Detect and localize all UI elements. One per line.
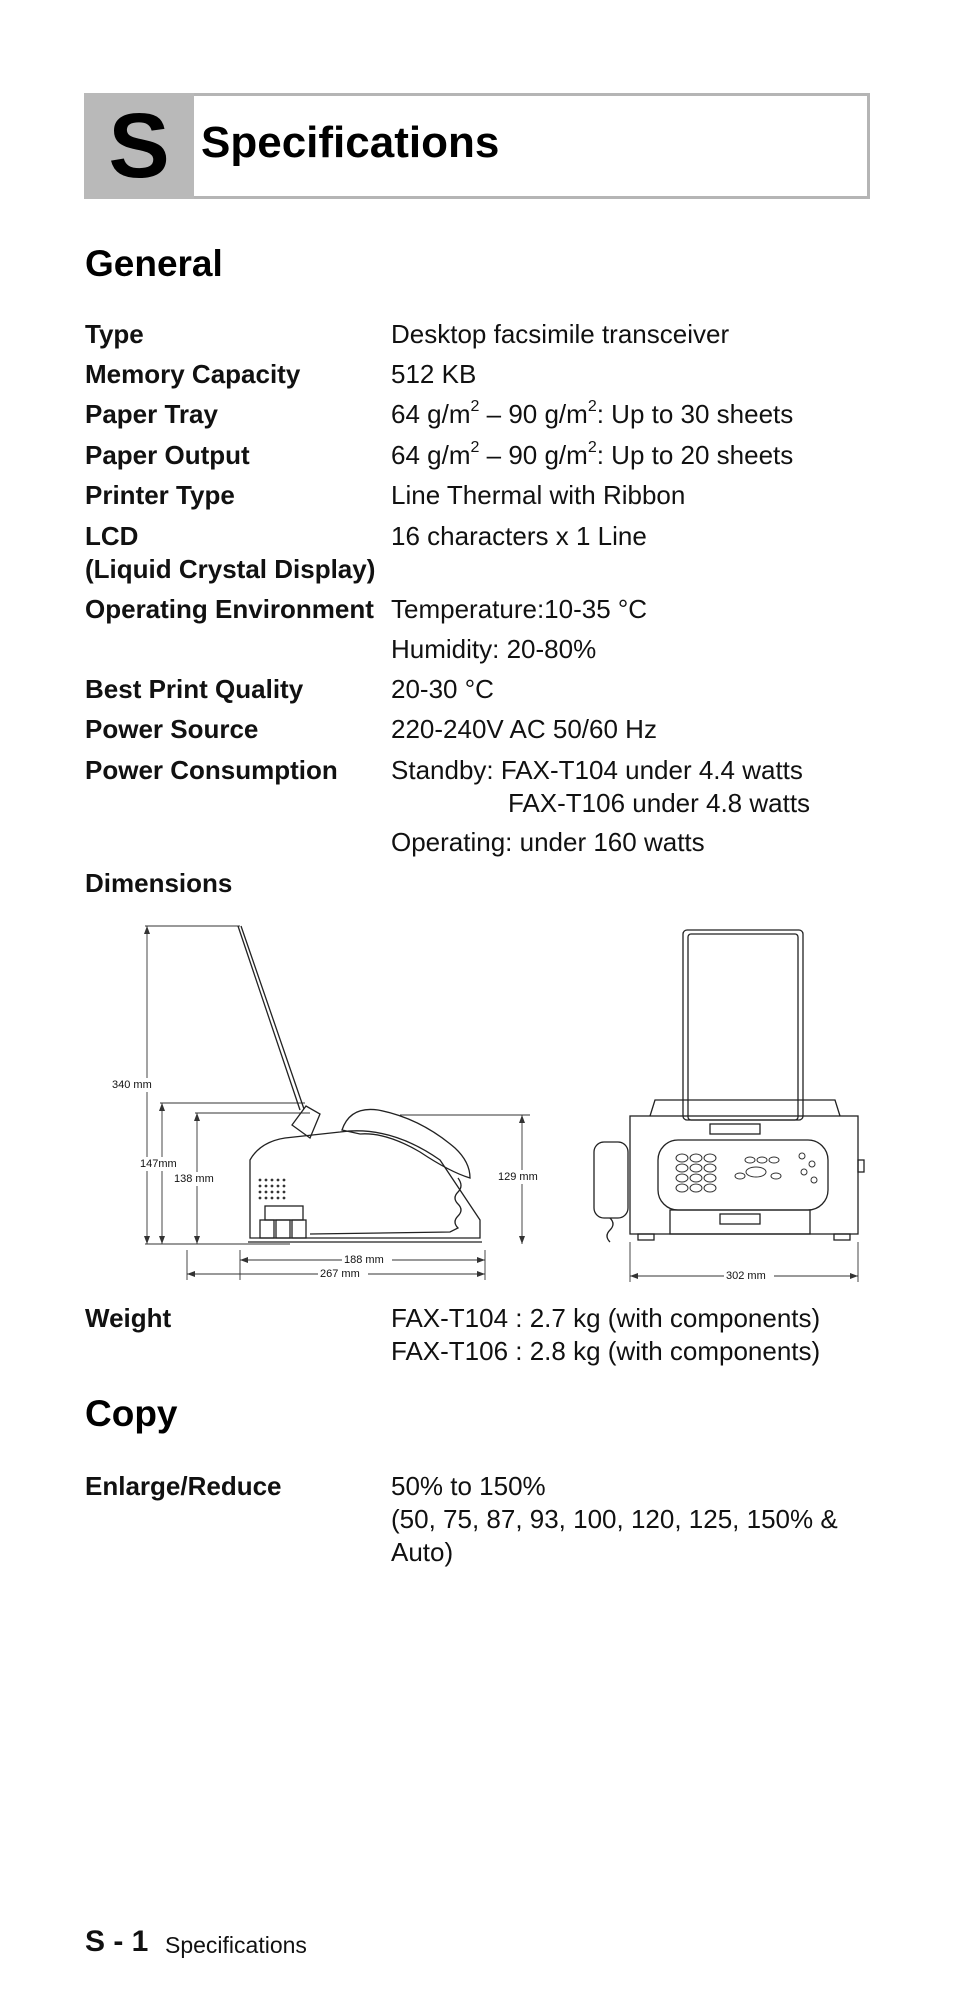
- spec-value-paper-output: 64 $g/m^2 - 90$ $g/m^2$: Up to 20 sheets: [391, 439, 794, 470]
- dim-height-front: 129 mm: [498, 1171, 538, 1183]
- spec-label-printer-type: Printer Type: [85, 480, 235, 510]
- spec-value-standby-t106: FAX-T106 under 4.8 watts: [508, 788, 811, 818]
- dim-height-body: 147mm: [140, 1158, 177, 1170]
- chapter-letter-tab: [84, 93, 194, 199]
- spec-value-enlarge-steps: (50, 75, 87, 93, 100, 120, 125, 150% &: [391, 1504, 838, 1534]
- page-title: Specifications: [201, 118, 500, 167]
- spec-value-enlarge-range: 50% to 150%: [391, 1471, 546, 1501]
- dim-width: 302 mm: [726, 1270, 766, 1282]
- spec-label-memory: Memory Capacity: [85, 359, 301, 389]
- spec-label-paper-tray: Paper Tray: [85, 399, 218, 429]
- spec-value-enlarge-auto: Auto): [391, 1537, 454, 1567]
- spec-value-standby-t104: Standby: FAX-T104 under 4.4 watts: [391, 755, 803, 785]
- spec-label-print-quality: Best Print Quality: [85, 674, 304, 704]
- spec-label-lcd-full: (Liquid Crystal Display): [85, 554, 376, 584]
- spec-value-weight-t106: FAX-T106 : 2.8 kg (with components): [391, 1336, 821, 1366]
- section-heading-copy: Copy: [85, 1393, 178, 1434]
- spec-value-print-quality: 20-30 °C: [391, 674, 494, 704]
- spec-label-power-consumption: Power Consumption: [85, 755, 338, 785]
- spec-value-memory: 512 KB: [391, 359, 477, 389]
- dim-height-base: 138 mm: [174, 1173, 214, 1185]
- page-number: S - 1: [85, 1925, 149, 1958]
- spec-value-type: Desktop facsimile transceiver: [391, 319, 730, 349]
- spec-label-enlarge-reduce: Enlarge/Reduce: [85, 1471, 282, 1501]
- spec-value-power-source: 220-240V AC 50/60 Hz: [391, 714, 657, 744]
- spec-value-printer-type: Line Thermal with Ribbon: [391, 480, 686, 510]
- chapter-letter: S: [108, 95, 170, 197]
- spec-value-humidity: Humidity: 20-80%: [391, 634, 597, 664]
- spec-label-lcd: LCD: [85, 521, 139, 551]
- spec-value-operating-power: Operating: under 160 watts: [391, 827, 705, 857]
- spec-value-lcd: 16 characters x 1 Line: [391, 521, 647, 551]
- footer-section-name: Specifications: [165, 1932, 307, 1958]
- section-heading-general: General: [85, 243, 223, 284]
- spec-label-operating-env: Operating Environment: [85, 594, 374, 624]
- spec-label-type: Type: [85, 319, 144, 349]
- chapter-header: [84, 93, 870, 199]
- dim-depth-base: 188 mm: [344, 1254, 384, 1266]
- dimensions-drawing: [110, 920, 880, 1290]
- spec-label-paper-output: Paper Output: [85, 440, 250, 470]
- spec-value-paper-tray: 64 $g/m^2 - 90$ $g/m^2$: Up to 30 sheets: [391, 398, 794, 429]
- spec-value-temperature: Temperature:10-35 °C: [391, 594, 648, 624]
- spec-label-power-source: Power Source: [85, 714, 259, 744]
- spec-label-dimensions: Dimensions: [85, 868, 233, 898]
- dim-depth-total: 267 mm: [320, 1268, 360, 1280]
- spec-value-weight-t104: FAX-T104 : 2.7 kg (with components): [391, 1303, 821, 1333]
- spec-label-weight: Weight: [85, 1303, 172, 1333]
- dim-height-total: 340 mm: [112, 1079, 152, 1091]
